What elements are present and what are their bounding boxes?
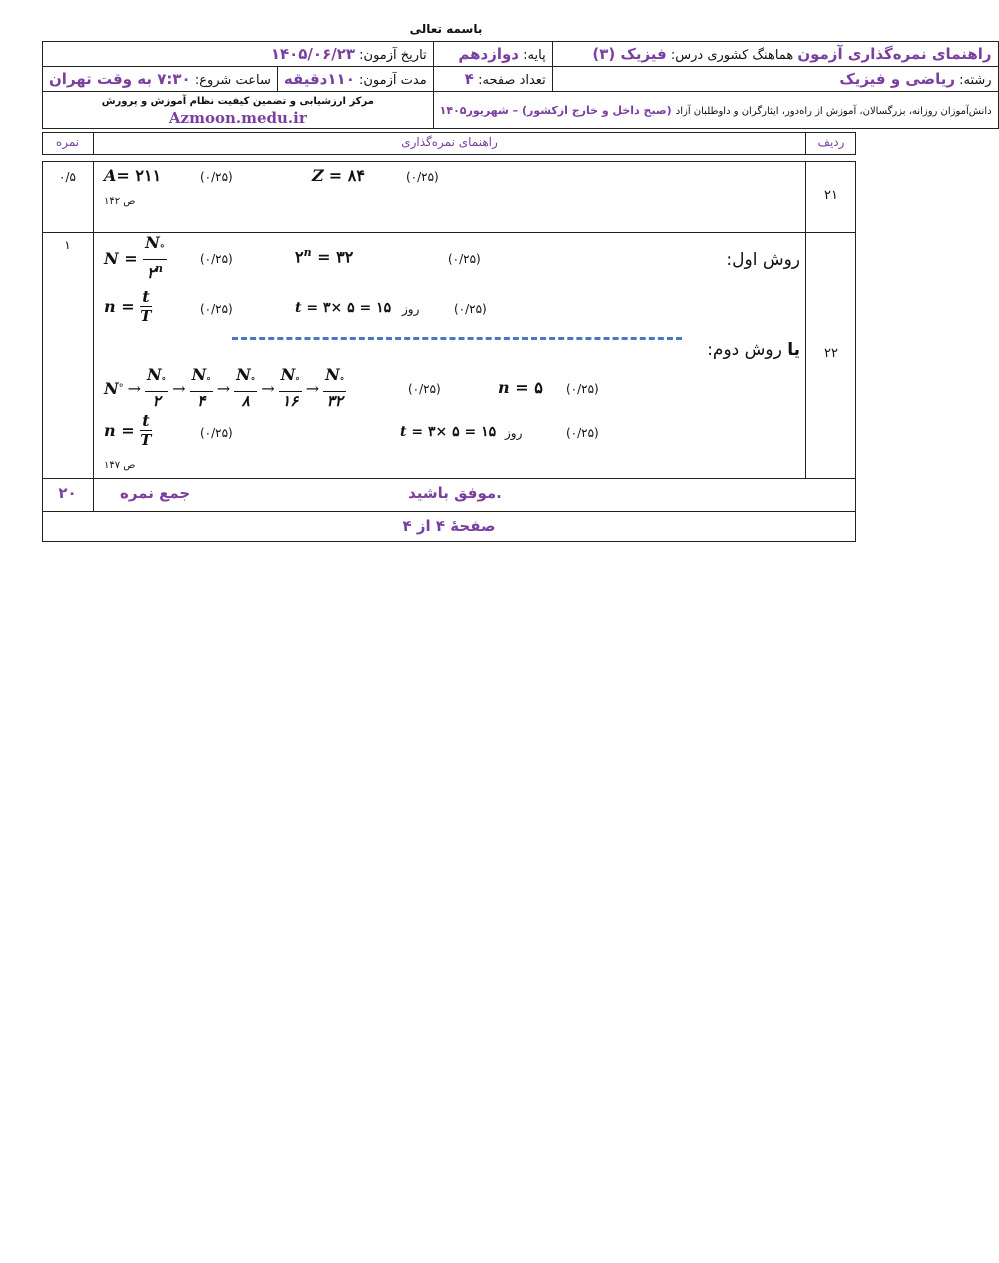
a-eq: = ۲۱۱ — [116, 166, 162, 185]
fraction-t-T: $\frac{t}{T}$ — [140, 287, 152, 325]
bismillah: باسمه تعالی — [409, 22, 483, 36]
grade-cell — [433, 42, 552, 67]
q22-n-equals-5: n = ۵ — [498, 378, 543, 397]
start-label: ساعت شروع: — [194, 73, 271, 88]
q22-eq-n-t-over-T: n = $\frac{t}{T}$ — [104, 287, 152, 325]
method2-text: روش دوم: — [707, 340, 782, 360]
start-cell — [43, 67, 278, 92]
field-value: ریاضی و فیزیک — [839, 70, 955, 88]
base-2: ۲ — [295, 247, 304, 267]
q22-decay-chain: N ° → $\frac{N^\circ}{۲}$ → $\frac{N^\circ}{۴}$ → $\frac{N^\circ}{۸}$ → $\frac{N^\circ}{۱۶}$ → $\frac{N^\circ}{۳۲}$ — [104, 365, 345, 411]
exam-header-table — [42, 41, 999, 129]
q22-day-unit-1: روز — [402, 302, 420, 316]
den-16: ۱۶ — [282, 392, 299, 411]
t-eq: = ۳× ۵ = ۱۵ — [306, 300, 392, 316]
q21-number: ۲۱ — [824, 188, 838, 203]
a-var: A — [104, 166, 117, 185]
exam-title-cell — [552, 42, 998, 67]
field-label: رشته: — [959, 73, 992, 88]
method1-label: روش اول: — [726, 250, 800, 270]
duration-value: ۱۱۰دقیقه — [283, 70, 355, 88]
n-var: N — [104, 248, 119, 268]
q22-score: ۱ — [64, 238, 71, 252]
duration-cell — [277, 67, 433, 92]
exam-type: هماهنگ کشوری درس: — [670, 48, 794, 63]
q21-page-ref: ص ۱۴۲ — [104, 196, 136, 207]
org-cell — [43, 92, 434, 129]
duration-label: مدت آزمون: — [359, 73, 427, 88]
q22-mark-2: (۰/۲۵) — [448, 252, 481, 266]
q22-eq-2n-32 — [295, 246, 353, 266]
grade-label: پایه: — [523, 48, 546, 63]
den-2-chain: ۲ — [152, 392, 161, 411]
col-score-label: نمره — [55, 135, 80, 149]
den-2: ۲ — [146, 264, 156, 283]
date-cell — [43, 42, 434, 67]
method2-ya: یا — [787, 340, 800, 360]
q22-eq-n-t-over-T-2: n = $\frac{t}{T}$ — [104, 411, 152, 449]
audience-cell — [433, 92, 998, 129]
q22-t-equation-2: t = ۳× ۵ = ۱۵ — [400, 424, 497, 440]
date-value: ۱۴۰۵/۰۶/۲۳ — [270, 45, 356, 63]
den-8: ۸ — [241, 392, 250, 411]
page-number: صفحهٔ ۴ از ۴ — [402, 517, 496, 535]
pages-cell — [433, 67, 552, 92]
q22-number: ۲۲ — [824, 346, 838, 361]
pow-n-2: n — [303, 246, 312, 259]
fraction-n0-2n: $\frac{N^\circ}{۲^n}$ — [145, 233, 165, 283]
exam-title: راهنمای نمره‌گذاری آزمون — [797, 45, 992, 63]
q21-mark-2: (۰/۲۵) — [406, 170, 439, 184]
q21-a-equation — [104, 166, 161, 185]
org-name: مرکز ارزشیابی و تضمین کیفیت نظام آموزش و پرورش — [101, 96, 374, 107]
pages-label: تعداد صفحه: — [478, 73, 546, 88]
t-eq-2: = ۳× ۵ = ۱۵ — [411, 424, 497, 440]
q21-mark-1: (۰/۲۵) — [200, 170, 233, 184]
dashed-separator — [232, 337, 682, 340]
q22-t-equation: t = ۳× ۵ = ۱۵ — [295, 300, 392, 316]
z-eq: = ۸۴ — [328, 166, 365, 185]
q22-eq-n-over-2n: N = $\frac{N^\circ}{۲^n}$ — [104, 233, 165, 283]
good-luck: موفق باشید. — [408, 484, 502, 502]
z-var: Z — [312, 166, 324, 185]
audience-text: دانش‌آموزان روزانه، بزرگسالان، آموزش از راه‌دور، ایثارگران و داوطلبان آزاد — [675, 105, 992, 117]
col-row-label: ردیف — [817, 135, 845, 149]
total-score: ۲۰ — [58, 484, 77, 502]
q22-mark-1: (۰/۲۵) — [200, 252, 233, 266]
pow-n: n — [155, 262, 164, 276]
n-eq-5: = ۵ — [515, 378, 543, 397]
den-4: ۴ — [197, 392, 206, 411]
grade-value: دوازدهم — [458, 45, 520, 63]
total-label: جمع نمره — [120, 484, 191, 502]
site-url[interactable]: Azmoon.medu.ir — [168, 109, 307, 127]
q22-mark-3: (۰/۲۵) — [200, 302, 233, 316]
q22-mark-7: (۰/۲۵) — [200, 426, 233, 440]
q21-z-equation — [312, 166, 365, 185]
session-text: (صبح داخل و خارج ازکشور) – شهریور۱۴۰۵ — [439, 103, 672, 117]
q22-mark-4: (۰/۲۵) — [454, 302, 487, 316]
q22-mark-6: (۰/۲۵) — [566, 382, 599, 396]
q22-mark-5: (۰/۲۵) — [408, 382, 441, 396]
den-32: ۳۲ — [326, 392, 343, 411]
course-name: فیزیک (۳) — [592, 45, 667, 63]
start-value: ۷:۳۰ به وقت تهران — [49, 70, 191, 88]
q22-page-ref: ص ۱۴۷ — [104, 460, 136, 471]
field-cell — [552, 67, 998, 92]
q21-score: ۰/۵ — [59, 170, 76, 184]
q22-mark-8: (۰/۲۵) — [566, 426, 599, 440]
pages-value: ۴ — [464, 70, 474, 88]
col-guide-label: راهنمای نمره‌گذاری — [401, 135, 498, 149]
eq-32: = ۳۲ — [317, 247, 354, 267]
q22-day-unit-2: روز — [505, 426, 523, 440]
date-label: تاریخ آزمون: — [359, 48, 427, 63]
method2-label — [707, 340, 800, 360]
